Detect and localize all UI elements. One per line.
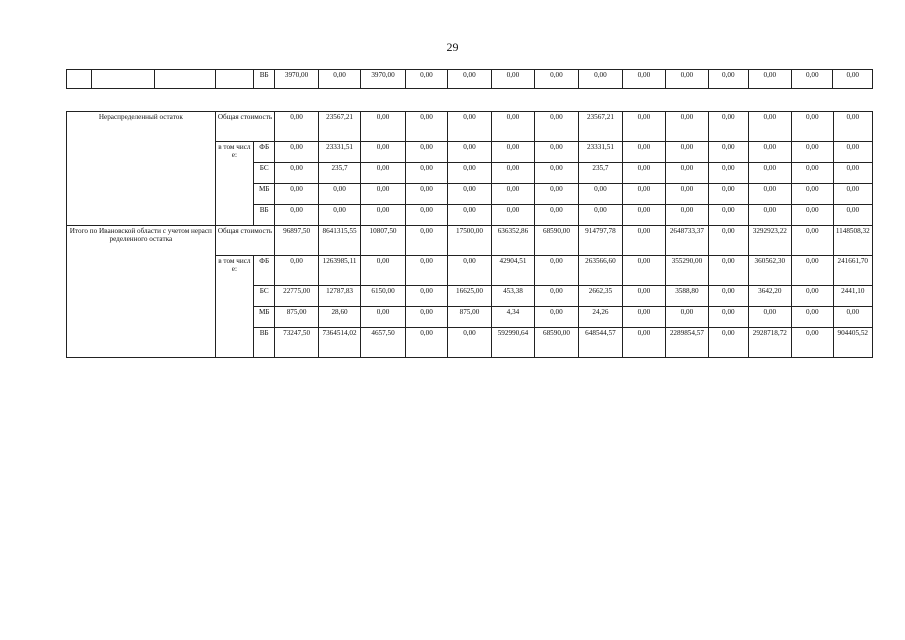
empty-cell (67, 70, 92, 89)
value-cell: 263566,60 (578, 256, 622, 286)
value-cell: 0,00 (833, 205, 873, 226)
value-cell: 904405,52 (833, 328, 873, 358)
value-cell: 0,00 (275, 205, 318, 226)
value-cell: 0,00 (792, 307, 833, 328)
value-cell: 0,00 (665, 112, 708, 142)
value-cell: 0,00 (833, 163, 873, 184)
value-cell: 0,00 (318, 70, 360, 89)
value-cell: 22775,00 (275, 286, 318, 307)
value-cell: 3970,00 (361, 70, 405, 89)
value-cell: 42904,51 (491, 256, 534, 286)
total-label: Общая стоимость (215, 226, 275, 256)
value-cell: 0,00 (275, 112, 318, 142)
value-cell: 0,00 (405, 256, 447, 286)
value-cell: 0,00 (623, 184, 665, 205)
value-cell: 0,00 (665, 205, 708, 226)
value-cell: 0,00 (665, 163, 708, 184)
value-cell: 68590,00 (535, 226, 578, 256)
value-cell: 0,00 (623, 307, 665, 328)
value-cell: 0,00 (318, 205, 360, 226)
value-cell: 0,00 (623, 70, 665, 89)
value-cell: 914797,78 (578, 226, 622, 256)
value-cell: 592990,64 (491, 328, 534, 358)
value-cell: 0,00 (748, 205, 791, 226)
value-cell: 0,00 (448, 163, 491, 184)
table-row (67, 70, 873, 89)
value-cell: 0,00 (623, 142, 665, 163)
value-cell: 0,00 (405, 286, 447, 307)
value-cell: 0,00 (623, 205, 665, 226)
value-cell: 0,00 (491, 142, 534, 163)
value-cell: 23331,51 (318, 142, 360, 163)
funding-code: ФБ (254, 256, 275, 286)
value-cell: 0,00 (748, 142, 791, 163)
funding-code: МБ (254, 184, 275, 205)
value-cell: 0,00 (792, 256, 833, 286)
value-cell: 0,00 (535, 256, 578, 286)
value-cell: 636352,86 (491, 226, 534, 256)
value-cell: 0,00 (792, 142, 833, 163)
value-cell: 0,00 (275, 142, 318, 163)
value-cell: 0,00 (665, 70, 708, 89)
incl-label: в том числе: (215, 256, 253, 358)
funding-code: ВБ (254, 205, 275, 226)
value-cell: 0,00 (535, 163, 578, 184)
value-cell: 235,7 (318, 163, 360, 184)
table-top (66, 69, 873, 89)
value-cell: 0,00 (709, 112, 748, 142)
value-cell: 2928718,72 (748, 328, 791, 358)
value-cell: 2662,35 (578, 286, 622, 307)
value-cell: 0,00 (535, 307, 578, 328)
value-cell: 17500,00 (448, 226, 491, 256)
value-cell: 0,00 (709, 307, 748, 328)
value-cell: 0,00 (709, 142, 748, 163)
value-cell: 0,00 (448, 142, 491, 163)
value-cell: 0,00 (623, 163, 665, 184)
value-cell: 0,00 (709, 256, 748, 286)
value-cell: 355290,00 (665, 256, 708, 286)
value-cell: 0,00 (491, 163, 534, 184)
value-cell: 0,00 (361, 256, 405, 286)
section-title: Нераспределенный остаток (67, 112, 216, 226)
value-cell: 360562,30 (748, 256, 791, 286)
value-cell: 453,38 (491, 286, 534, 307)
table-row (67, 226, 873, 256)
value-cell: 0,00 (792, 226, 833, 256)
value-cell: 0,00 (535, 205, 578, 226)
incl-label: в том числе: (215, 142, 253, 226)
value-cell: 0,00 (792, 286, 833, 307)
value-cell: 0,00 (405, 184, 447, 205)
value-cell: 0,00 (748, 184, 791, 205)
value-cell: 23567,21 (578, 112, 622, 142)
value-cell: 0,00 (623, 226, 665, 256)
value-cell: 0,00 (792, 112, 833, 142)
empty-cell (92, 70, 155, 89)
value-cell: 3642,20 (748, 286, 791, 307)
value-cell: 0,00 (623, 112, 665, 142)
value-cell: 16625,00 (448, 286, 491, 307)
value-cell: 0,00 (405, 112, 447, 142)
value-cell: 10807,50 (361, 226, 405, 256)
value-cell: 0,00 (275, 184, 318, 205)
value-cell: 0,00 (748, 70, 791, 89)
value-cell: 0,00 (405, 307, 447, 328)
value-cell: 68590,00 (535, 328, 578, 358)
value-cell: 0,00 (748, 112, 791, 142)
value-cell: 0,00 (448, 184, 491, 205)
value-cell: 3588,80 (665, 286, 708, 307)
value-cell: 7364514,02 (318, 328, 360, 358)
value-cell: 0,00 (665, 184, 708, 205)
value-cell: 0,00 (578, 184, 622, 205)
value-cell: 23567,21 (318, 112, 360, 142)
value-cell: 0,00 (748, 163, 791, 184)
value-cell: 0,00 (709, 184, 748, 205)
value-cell: 0,00 (318, 184, 360, 205)
value-cell: 0,00 (792, 70, 833, 89)
value-cell: 0,00 (709, 226, 748, 256)
value-cell: 0,00 (833, 184, 873, 205)
value-cell: 0,00 (665, 142, 708, 163)
value-cell: 875,00 (275, 307, 318, 328)
value-cell: 0,00 (448, 112, 491, 142)
value-cell: 96897,50 (275, 226, 318, 256)
table-row (67, 112, 873, 142)
value-cell: 0,00 (361, 184, 405, 205)
value-cell: 1263985,11 (318, 256, 360, 286)
value-cell: 0,00 (405, 163, 447, 184)
value-cell: 875,00 (448, 307, 491, 328)
funding-code: БС (254, 163, 275, 184)
value-cell: 0,00 (491, 70, 534, 89)
value-cell: 0,00 (833, 142, 873, 163)
value-cell: 0,00 (535, 184, 578, 205)
value-cell: 0,00 (448, 70, 491, 89)
value-cell: 0,00 (665, 307, 708, 328)
value-cell: 28,60 (318, 307, 360, 328)
value-cell: 0,00 (535, 286, 578, 307)
value-cell: 24,26 (578, 307, 622, 328)
value-cell: 0,00 (361, 142, 405, 163)
value-cell: 73247,50 (275, 328, 318, 358)
value-cell: 4,34 (491, 307, 534, 328)
value-cell: 0,00 (833, 112, 873, 142)
total-label: Общая стоимость (215, 112, 275, 142)
value-cell: 0,00 (709, 328, 748, 358)
value-cell: 0,00 (623, 328, 665, 358)
value-cell: 2648733,37 (665, 226, 708, 256)
value-cell: 0,00 (792, 184, 833, 205)
page-number: 29 (446, 40, 459, 54)
value-cell: 2441,10 (833, 286, 873, 307)
value-cell: 8641315,55 (318, 226, 360, 256)
value-cell: 0,00 (448, 205, 491, 226)
value-cell: 1148508,32 (833, 226, 873, 256)
value-cell: 0,00 (709, 163, 748, 184)
value-cell: 4657,50 (361, 328, 405, 358)
value-cell: 0,00 (405, 70, 447, 89)
value-cell: 648544,57 (578, 328, 622, 358)
value-cell: 0,00 (448, 256, 491, 286)
value-cell: 0,00 (623, 286, 665, 307)
value-cell: 0,00 (535, 70, 578, 89)
value-cell: 0,00 (361, 307, 405, 328)
funding-code: ФБ (254, 142, 275, 163)
value-cell: 3970,00 (275, 70, 318, 89)
value-cell: 0,00 (578, 70, 622, 89)
value-cell: 0,00 (361, 112, 405, 142)
value-cell: 0,00 (405, 226, 447, 256)
value-cell: 0,00 (792, 163, 833, 184)
value-cell: 23331,51 (578, 142, 622, 163)
value-cell: 0,00 (405, 205, 447, 226)
value-cell: 0,00 (491, 184, 534, 205)
value-cell: 0,00 (535, 112, 578, 142)
value-cell: 0,00 (833, 70, 873, 89)
value-cell: 3292923,22 (748, 226, 791, 256)
value-cell: 0,00 (709, 286, 748, 307)
funding-code: БС (254, 286, 275, 307)
value-cell: 0,00 (792, 205, 833, 226)
table-main (66, 111, 873, 358)
value-cell: 6150,00 (361, 286, 405, 307)
value-cell: 0,00 (448, 328, 491, 358)
section-title: Итого по Ивановской области с учетом нераспределенного остатка (67, 226, 216, 358)
value-cell: 0,00 (709, 205, 748, 226)
value-cell: 0,00 (405, 142, 447, 163)
value-cell: 235,7 (578, 163, 622, 184)
value-cell: 0,00 (361, 205, 405, 226)
value-cell: 0,00 (491, 205, 534, 226)
value-cell: 0,00 (623, 256, 665, 286)
value-cell: 0,00 (275, 163, 318, 184)
funding-code: МБ (254, 307, 275, 328)
value-cell: 2289854,57 (665, 328, 708, 358)
empty-cell (154, 70, 215, 89)
value-cell: 0,00 (709, 70, 748, 89)
value-cell: 0,00 (578, 205, 622, 226)
empty-cell (215, 70, 253, 89)
funding-code: ВБ (254, 70, 275, 89)
value-cell: 0,00 (405, 328, 447, 358)
value-cell: 12787,83 (318, 286, 360, 307)
value-cell: 0,00 (748, 307, 791, 328)
value-cell: 0,00 (535, 142, 578, 163)
value-cell: 0,00 (275, 256, 318, 286)
value-cell: 0,00 (361, 163, 405, 184)
funding-code: ВБ (254, 328, 275, 358)
value-cell: 0,00 (792, 328, 833, 358)
value-cell: 0,00 (491, 112, 534, 142)
value-cell: 0,00 (833, 307, 873, 328)
value-cell: 241661,70 (833, 256, 873, 286)
